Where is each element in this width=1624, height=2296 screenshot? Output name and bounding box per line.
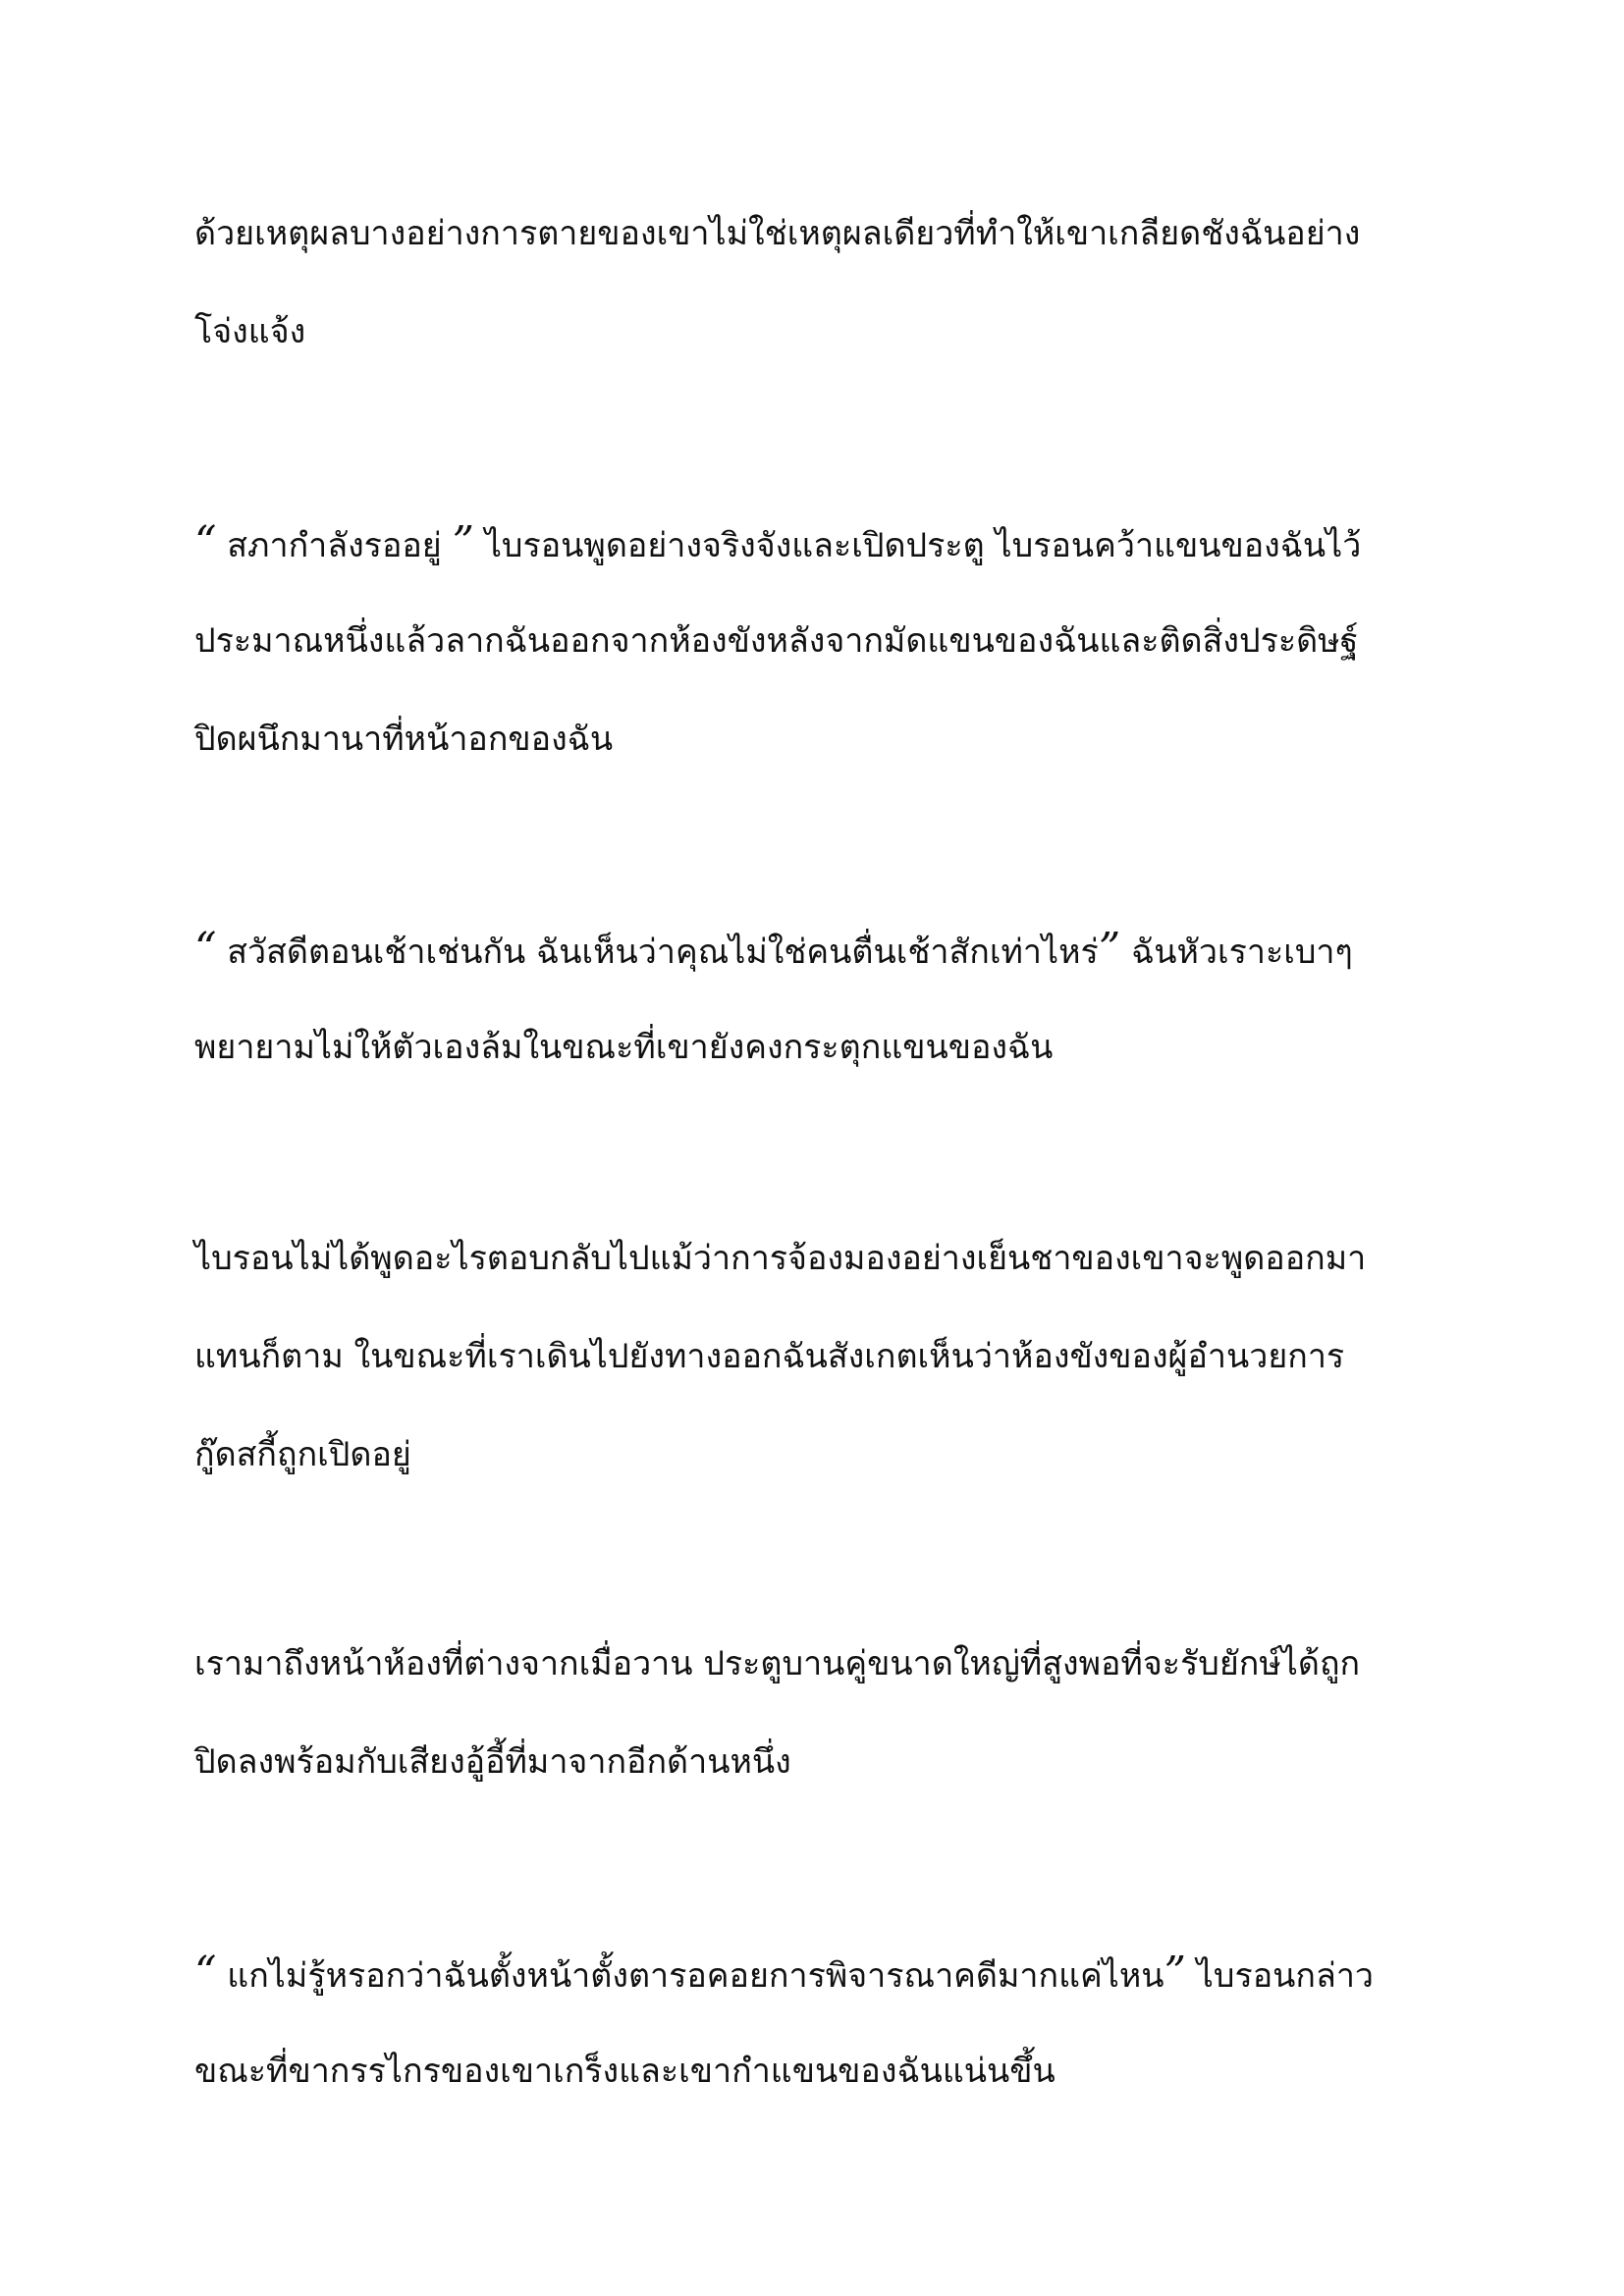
paragraph-5	[194, 1615, 1441, 1811]
paragraph-3	[194, 900, 1441, 1096]
text-line	[194, 494, 1441, 592]
text-line: โจ่งแจ้ง	[194, 312, 306, 351]
narration: ไบรอนกล่าว	[1185, 1956, 1375, 1996]
close-quote: ”	[452, 517, 475, 567]
narration: ไบรอนพูดอย่างจริงจังและเปิดประตู ไบรอนคว้าแขนของฉันไว้	[474, 526, 1362, 565]
paragraph-1	[194, 185, 1441, 381]
quoted-speech: สวัสดีตอนเช้าเช่นกัน ฉันเห็นว่าคุณไม่ใช่คนตื่นเช้าสักเท่าไหร่	[216, 933, 1099, 972]
paragraph-2	[194, 494, 1441, 788]
text-line: ขณะที่ขากรรไกรของเขาเกร็งและเขากำแขนของฉันแน่นขึ้น	[194, 2052, 1056, 2091]
text-line: เรามาถึงหน้าห้องที่ต่างจากเมื่อวาน ประตูบานคู่ขนาดใหญ่ที่สูงพอที่จะรับยักษ์ได้ถูก	[194, 1644, 1361, 1683]
close-quote: ”	[1164, 1948, 1186, 1998]
narration: ฉันหัวเราะเบาๆ	[1120, 933, 1353, 972]
text-line: แทนก็ตาม ในขณะที่เราเดินไปยังทางออกฉันสังเกตเห็นว่าห้องขังของผู้อำนวยการ	[194, 1337, 1345, 1376]
text-line	[194, 900, 1441, 998]
open-quote: “	[194, 924, 217, 974]
open-quote: “	[194, 517, 217, 567]
text-line: ไบรอนไม่ได้พูดอะไรตอบกลับไปแม้ว่าการจ้องมองอย่างเย็นชาของเขาจะพูดออกมา	[194, 1239, 1367, 1278]
text-line: ปิดลงพร้อมกับเสียงอู้อี้ที่มาจากอีกด้านหนึ่ง	[194, 1742, 791, 1782]
close-quote: ”	[1098, 924, 1121, 974]
text-line	[194, 1924, 1441, 2022]
text-line: ปิดผนึกมานาที่หน้าอกของฉัน	[194, 720, 614, 759]
paragraph-6	[194, 1924, 1441, 2120]
text-line: พยายามไม่ให้ตัวเองล้มในขณะที่เขายังคงกระตุกแขนของฉัน	[194, 1028, 1054, 1067]
text-line: กู๊ดสกี้ถูกเปิดอยู่	[194, 1435, 411, 1474]
quoted-speech: สภากำลังรออยู่	[216, 526, 453, 565]
text-line: ประมาณหนึ่งแล้วลากฉันออกจากห้องขังหลังจากมัดแขนของฉันและติดสิ่งประดิษฐ์	[194, 621, 1359, 661]
paragraph-4	[194, 1209, 1441, 1504]
text-line: ด้วยเหตุผลบางอย่างการตายของเขาไม่ใช่เหตุผลเดียวที่ทำให้เขาเกลียดชังฉันอย่าง	[194, 214, 1361, 253]
quoted-speech: แกไม่รู้หรอกว่าฉันตั้งหน้าตั้งตารอคอยการพิจารณาคดีมากแค่ไหน	[216, 1956, 1164, 1996]
open-quote: “	[194, 1948, 217, 1998]
